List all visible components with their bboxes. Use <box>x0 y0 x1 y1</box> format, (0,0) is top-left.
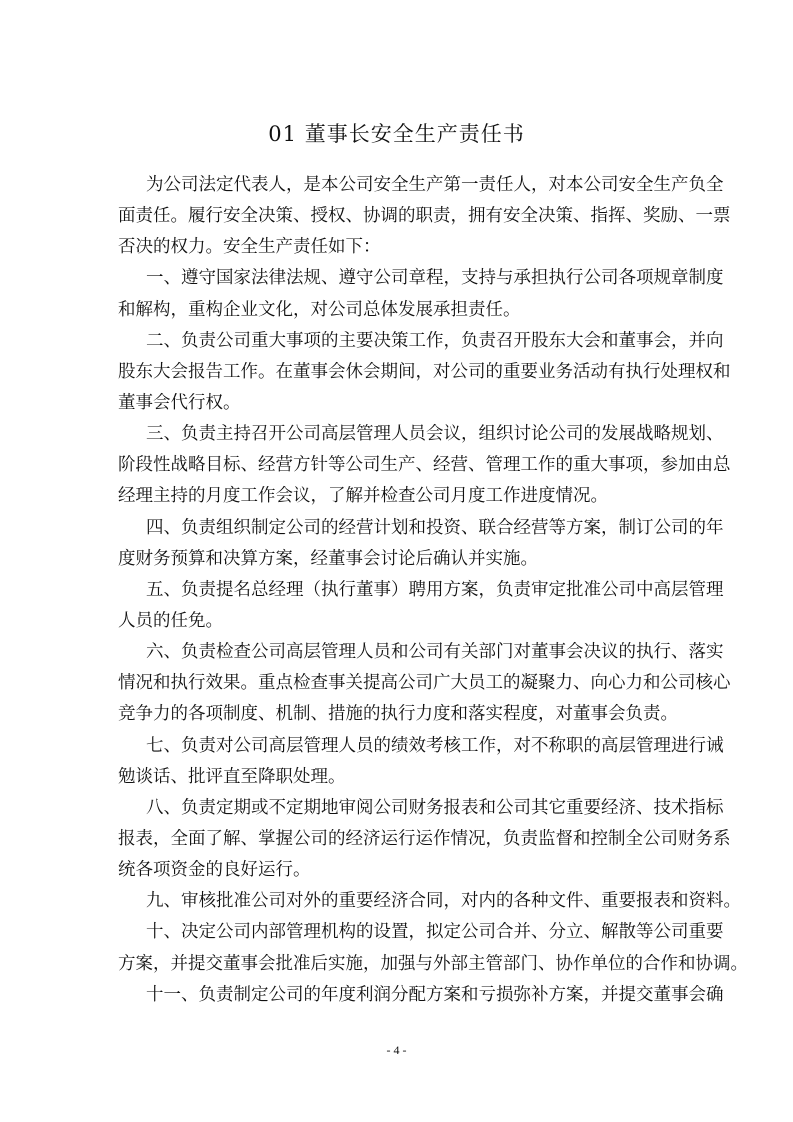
paragraph-item-5 <box>118 575 724 637</box>
text-line: 九、审核批准公司对外的重要经济合同，对内的各种文件、重要报表和资料。 <box>146 891 741 912</box>
text-line: 报表，全面了解、掌握公司的经济运行运作情况，负责监督和控制全公司财务系 <box>118 828 731 849</box>
text-line: 六、负责检查公司高层管理人员和公司有关部门对董事会决议的执行、落实 <box>146 642 724 663</box>
text-line: 十、决定公司内部管理机构的设置，拟定公司合并、分立、解散等公司重要 <box>146 922 724 943</box>
text-line: 董事会代行权。 <box>118 392 241 413</box>
text-line: 人员的任免。 <box>118 610 223 631</box>
paragraph-item-3 <box>118 419 731 512</box>
text-line: 情况和执行效果。重点检查事关提高公司广大员工的凝聚力、向心力和公司核心 <box>118 673 731 694</box>
text-line: 股东大会报告工作。在董事会休会期间，对公司的重要业务活动有执行处理权和 <box>118 361 731 382</box>
text-line: 经理主持的月度工作会议，了解并检查公司月度工作进度情况。 <box>118 486 608 507</box>
text-line: 度财务预算和决算方案，经董事会讨论后确认并实施。 <box>118 548 538 569</box>
text-line: 阶段性战略目标、经营方针等公司生产、经营、管理工作的重大事项，参加由总 <box>118 455 731 476</box>
text-line: 五、负责提名总经理（执行董事）聘用方案，负责审定批准公司中高层管理 <box>146 579 724 600</box>
paragraph-item-11 <box>118 980 724 1011</box>
text-line: 二、负责公司重大事项的主要决策工作，负责召开股东大会和董事会，并向 <box>146 330 724 351</box>
paragraph-item-6 <box>118 637 731 730</box>
text-line: 统各项资金的良好运行。 <box>118 860 311 881</box>
text-line: 面责任。履行安全决策、授权、协调的职责，拥有安全决策、指挥、奖励、一票 <box>118 206 731 227</box>
text-line: 为公司法定代表人，是本公司安全生产第一责任人，对本公司安全生产负全 <box>146 175 724 195</box>
paragraph-item-1 <box>118 263 724 325</box>
document-title: 01 董事长安全生产责任书 <box>268 122 525 146</box>
paragraph-item-4 <box>118 513 724 575</box>
text-line: 勉谈话、批评直至降职处理。 <box>118 766 346 787</box>
text-line: 四、负责组织制定公司的经营计划和投资、联合经营等方案，制订公司的年 <box>146 517 724 538</box>
text-line: 一、遵守国家法律法规、遵守公司章程，支持与承担执行公司各项规章制度 <box>146 268 724 289</box>
text-line: 三、负责主持召开公司高层管理人员会议，组织讨论公司的发展战略规划、 <box>146 424 724 445</box>
text-line: 八、负责定期或不定期地审阅公司财务报表和公司其它重要经济、技术指标 <box>146 797 724 818</box>
text-line: 十一、负责制定公司的年度利润分配方案和亏损弥补方案，并提交董事会确 <box>146 984 724 1005</box>
text-line: 和解构，重构企业文化，对公司总体发展承担责任。 <box>118 299 521 320</box>
paragraph-item-7 <box>118 731 724 793</box>
paragraph-item-2 <box>118 326 731 419</box>
text-line: 七、负责对公司高层管理人员的绩效考核工作，对不称职的高层管理进行诫 <box>146 735 724 756</box>
text-line: 方案，并提交董事会批准后实施，加强与外部主管部门、协作单位的合作和协调。 <box>118 953 748 974</box>
page-number: - 4 - <box>386 1043 407 1057</box>
paragraph-item-9 <box>118 886 741 917</box>
document-body <box>118 170 748 1011</box>
text-line: 否决的权力。安全生产责任如下： <box>118 237 381 258</box>
paragraph-intro <box>118 170 731 263</box>
paragraph-item-10 <box>118 917 748 979</box>
text-line: 竞争力的各项制度、机制、措施的执行力度和落实程度，对董事会负责。 <box>118 704 678 725</box>
paragraph-item-8 <box>118 793 731 886</box>
